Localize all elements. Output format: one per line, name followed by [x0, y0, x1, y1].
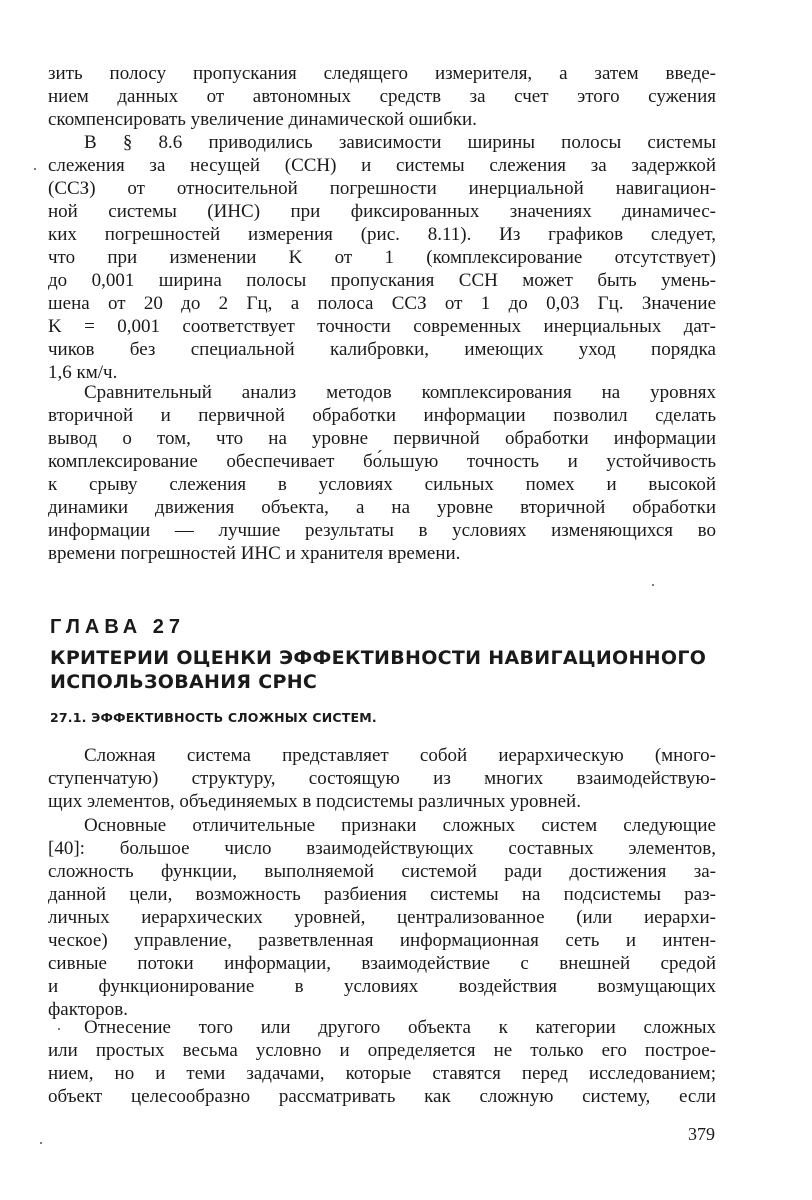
text-line: что при изменении K от 1 (комплексирование отсутствует): [48, 247, 716, 268]
text-line: щих элементов, объединяемых в подсистемы различных уровней.: [48, 791, 581, 812]
chapter-title-line: КРИТЕРИИ ОЦЕНКИ ЭФФЕКТИВНОСТИ НАВИГАЦИОННОГО: [50, 647, 707, 669]
text-line: ступенчатую) структуру, состоящую из многих взаимодействую-: [48, 768, 716, 789]
text-line: Сравнительный анализ методов комплексирования на уровнях: [84, 382, 716, 403]
text-line: 1,6 км/ч.: [48, 362, 118, 383]
paragraph-distinctive-features: [48, 814, 716, 1021]
chapter-title: [50, 646, 730, 694]
text-line: K = 0,001 соответствует точности современных инерциальных дат-: [48, 316, 716, 337]
scan-speck: [652, 584, 654, 586]
text-line: времени погрешностей ИНС и хранителя времени.: [48, 543, 461, 564]
text-line: личных иерархических уровней, централизованное (или иерархи-: [48, 907, 716, 928]
text-line: ких погрешностей измерения (рис. 8.11). Из графиков следует,: [48, 224, 716, 245]
text-line: до 0,001 ширина полосы пропускания ССН может быть умень-: [48, 270, 716, 291]
text-line: [40]: большое число взаимодействующих составных элементов,: [48, 838, 716, 859]
paragraph-comparative-analysis: [48, 381, 716, 565]
text-line: Сложная система представляет собой иерархическую (много-: [84, 745, 716, 766]
text-line: или простых весьма условно и определяется не только его построе-: [48, 1040, 716, 1061]
chapter-title-line: ИСПОЛЬЗОВАНИЯ СРНС: [50, 671, 318, 693]
chapter-label: ГЛАВА 27: [50, 616, 186, 638]
scan-speck: [34, 168, 36, 170]
paragraph-classification-note: [48, 1016, 716, 1108]
text-line: скомпенсировать увеличение динамической ошибки.: [48, 109, 477, 130]
text-line: сложность функции, выполняемой системой ради достижения за-: [48, 861, 716, 882]
paragraph-section-8-6-summary: [48, 131, 716, 384]
text-line: шена от 20 до 2 Гц, а полоса ССЗ от 1 до 0,03 Гц. Значение: [48, 293, 716, 314]
text-line: слежения за несущей (ССН) и системы слежения за задержкой: [48, 155, 716, 176]
text-line: чиков без специальной калибровки, имеющих уход порядка: [48, 339, 716, 360]
text-line: нием, но и теми задачами, которые ставятся перед исследованием;: [48, 1063, 716, 1084]
text-line: зить полосу пропускания следящего измерителя, а затем введе-: [48, 63, 716, 84]
scan-speck: [40, 1142, 42, 1144]
text-line: вторичной и первичной обработки информации позволил сделать: [48, 405, 716, 426]
text-line: (ССЗ) от относительной погрешности инерциальной навигацион-: [48, 178, 716, 199]
text-line: сивные потоки информации, взаимодействие с внешней средой: [48, 953, 716, 974]
text-line: Основные отличительные признаки сложных систем следующие: [84, 815, 716, 836]
text-line: ческое) управление, разветвленная информационная сеть и интен-: [48, 930, 716, 951]
text-line: Отнесение того или другого объекта к категории сложных: [84, 1017, 716, 1038]
text-line: к срыву слежения в условиях сильных помех и высокой: [48, 474, 716, 495]
paragraph-intro-continuation: [48, 62, 716, 131]
text-line: и функционирование в условиях воздействия возмущающих: [48, 976, 716, 997]
text-line: факторов.: [48, 999, 128, 1020]
text-line: В § 8.6 приводились зависимости ширины полосы системы: [84, 132, 716, 153]
scan-speck: [58, 1028, 60, 1030]
text-line: данной цели, возможность разбиения системы на подсистемы раз-: [48, 884, 716, 905]
text-line: объект целесообразно рассматривать как сложную систему, если: [48, 1086, 716, 1107]
text-line: информации — лучшие результаты в условиях изменяющихся во: [48, 520, 716, 541]
paragraph-complex-system-definition: [48, 744, 716, 813]
text-line: нием данных от автономных средств за счет этого сужения: [48, 86, 716, 107]
text-line: ной системы (ИНС) при фиксированных значениях динамичес-: [48, 201, 716, 222]
text-line: комплексирование обеспечивает бо́льшую точность и устойчивость: [48, 451, 716, 472]
text-line: динамики движения объекта, а на уровне вторичной обработки: [48, 497, 716, 518]
page-number: 379: [688, 1124, 715, 1144]
text-line: вывод о том, что на уровне первичной обработки информации: [48, 428, 716, 449]
section-title: 27.1. ЭФФЕКТИВНОСТЬ СЛОЖНЫХ СИСТЕМ.: [50, 710, 377, 725]
